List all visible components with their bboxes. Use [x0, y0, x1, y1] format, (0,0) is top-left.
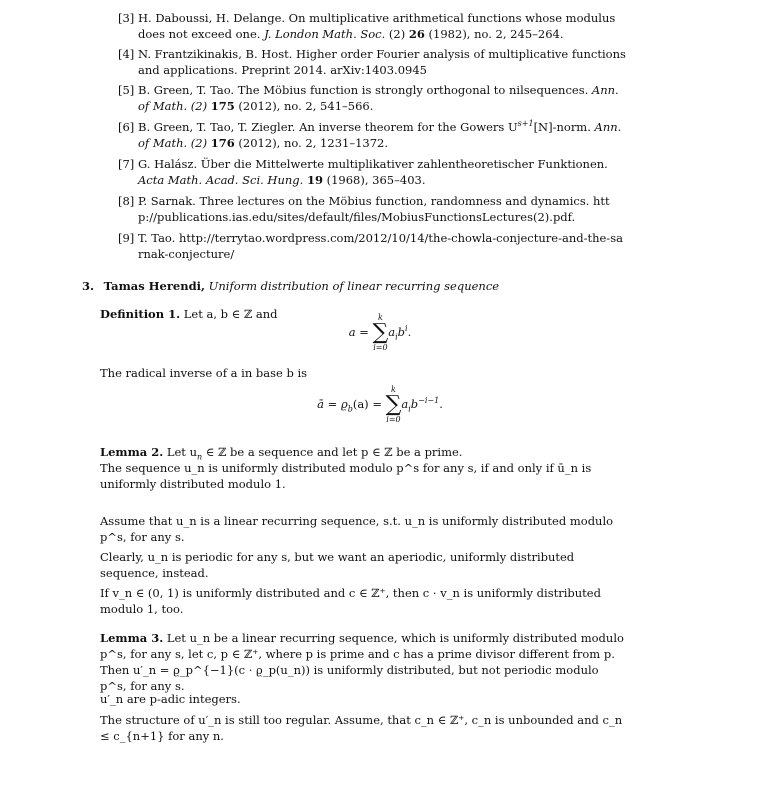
reference-3 — [118, 10, 628, 42]
reference-text: H. Daboussi, H. Delange. On multiplicative arithmetical functions whose modulus does not exceed one. — [138, 11, 616, 41]
section-author: Tamas Herendi, — [103, 279, 206, 293]
radical-inverse-text: The radical inverse of a in base b is — [100, 366, 308, 380]
term-b-sup: i — [405, 324, 408, 334]
reference-volume: 176 — [210, 136, 235, 150]
lemma-label: Lemma 3. — [100, 631, 164, 645]
lemma-text: Let u_n be a linear recurring sequence, which is uniformly distributed modulo p^s, for any s, let c, p ∈ ℤ⁺, where p is prime and c has a prime divisor different from p. Then u′_n = ϱ_p^{−1}(c · ϱ_p(u_n)) is uniformly distributed, but not periodic modulo p^s, for any s. — [100, 631, 624, 693]
summation — [386, 386, 402, 424]
sum-upper-limit: k — [391, 385, 396, 394]
reference-text: N. Frantzikinakis, B. Host. Higher order Fourier analysis of multiplicative functions and applications. Preprint 2014. arXiv:1403.0945 — [138, 47, 626, 77]
reference-number: [6] — [118, 120, 135, 134]
term-a: a — [401, 397, 409, 411]
reference-pages: (1968), 365–403. — [322, 173, 426, 187]
term-b: b — [410, 397, 419, 411]
equation-lhs: a = — [348, 325, 369, 339]
reference-7 — [118, 156, 628, 188]
reference-text: G. Halász. Über die Mittelwerte multiplikativer zahlentheoretischer Funktionen. — [138, 157, 608, 171]
equation-end: . — [439, 397, 443, 411]
reference-number: [5] — [118, 83, 135, 97]
paragraph-assume: Assume that u_n is a linear recurring sequence, s.t. u_n is uniformly distributed modulo p^s, for any s. — [100, 514, 614, 544]
reference-journal: Acta Math. Acad. Sci. Hung. — [138, 173, 304, 187]
reference-volume: 19 — [306, 173, 323, 187]
reference-journal: Ann. of Math. (2) — [138, 120, 622, 150]
reference-text: B. Green, T. Tao. The Möbius function is strongly orthogonal to nilsequences. — [138, 83, 592, 97]
reference-volume: 26 — [408, 27, 425, 41]
reference-5 — [118, 82, 628, 114]
lemma-sub-n: n — [197, 452, 203, 462]
sigma-symbol: ∑ — [385, 392, 402, 417]
sigma-symbol: ∑ — [372, 320, 389, 345]
reference-number: [7] — [118, 157, 135, 171]
reference-9 — [118, 230, 628, 262]
reference-4 — [118, 46, 628, 78]
reference-pages: (1982), no. 2, 245–264. — [424, 27, 564, 41]
reference-superscript: s+1 — [517, 119, 534, 129]
reference-text: B. Green, T. Tao, T. Ziegler. An inverse theorem for the Gowers U — [138, 120, 518, 134]
reference-6 — [118, 119, 628, 151]
reference-journal: J. London Math. Soc. — [264, 27, 386, 41]
sum-upper-limit: k — [377, 313, 383, 322]
lemma-line-2: The sequence u_n is uniformly distributed modulo p^s for any s, if and only if ū_n is uniformly distributed modulo 1. — [100, 461, 592, 491]
lemma-line-1: Let u — [166, 445, 197, 459]
reference-number: [8] — [118, 194, 135, 208]
section-heading — [82, 278, 642, 294]
equation-lhs-sub: b — [347, 404, 353, 414]
reference-text: T. Tao. http://terrytao.wordpress.com/2012/10/14/the-chowla-conjecture-and-the-sarnak-conjecture/ — [138, 231, 623, 261]
equation-lhs: ā = ϱ — [317, 397, 348, 411]
reference-text: P. Sarnak. Three lectures on the Möbius function, randomness and dynamics. http://publications.ias.edu/sites/default/files/MobiusFunctionsLectures(2).pdf. — [138, 194, 610, 224]
reference-8 — [118, 193, 628, 225]
definition-label: Definition 1. — [100, 307, 181, 321]
reference-number: [9] — [118, 231, 135, 245]
definition-text: Let a, b ∈ ℤ and — [183, 307, 278, 321]
reference-number: [3] — [118, 11, 135, 25]
sum-lower-limit: i=0 — [373, 343, 388, 352]
lemma-line-1b: ∈ ℤ be a sequence and let p ∈ ℤ be a prime. — [202, 445, 463, 459]
term-a-sub: i — [408, 404, 411, 414]
reference-volume: 175 — [210, 99, 235, 113]
reference-number: [4] — [118, 47, 135, 61]
term-a: a — [388, 325, 396, 339]
equation-lhs-tail: (a) = — [352, 397, 382, 411]
paragraph-padic: u′_n are p-adic integers. — [100, 692, 241, 706]
reference-pages: (2012), no. 2, 1231–1372. — [234, 136, 388, 150]
reference-series: (2) — [385, 27, 409, 41]
term-a-sub: i — [395, 332, 398, 342]
paragraph-structure: The structure of u′_n is still too regular. Assume, that c_n ∈ ℤ⁺, c_n is unbounded and c_n ≤ c_{n+1} for any n. — [100, 713, 623, 743]
paragraph-if: If v_n ∈ (0, 1) is uniformly distributed and c ∈ ℤ⁺, then c · v_n is uniformly distributed modulo 1, too. — [100, 586, 601, 616]
lemma-label: Lemma 2. — [100, 445, 164, 459]
equation-1 — [300, 314, 460, 352]
sum-lower-limit: i=0 — [386, 415, 401, 424]
lemma-2 — [100, 444, 625, 492]
term-b-sup: −i−1 — [418, 396, 440, 406]
reference-journal: Ann. of Math. (2) — [138, 83, 619, 113]
paragraph-clearly: Clearly, u_n is periodic for any s, but we want an aperiodic, uniformly distributed sequence, instead. — [100, 550, 575, 580]
equation-end: . — [407, 325, 412, 339]
section-number: 3. — [82, 279, 95, 293]
equation-2 — [270, 386, 490, 424]
section-title: Uniform distribution of linear recurring sequence — [208, 279, 500, 293]
reference-pages: (2012), no. 2, 541–566. — [234, 99, 374, 113]
reference-text-continued: [N]-norm. — [533, 120, 595, 134]
term-b: b — [397, 325, 406, 339]
lemma-3 — [100, 630, 625, 694]
summation — [373, 314, 389, 352]
